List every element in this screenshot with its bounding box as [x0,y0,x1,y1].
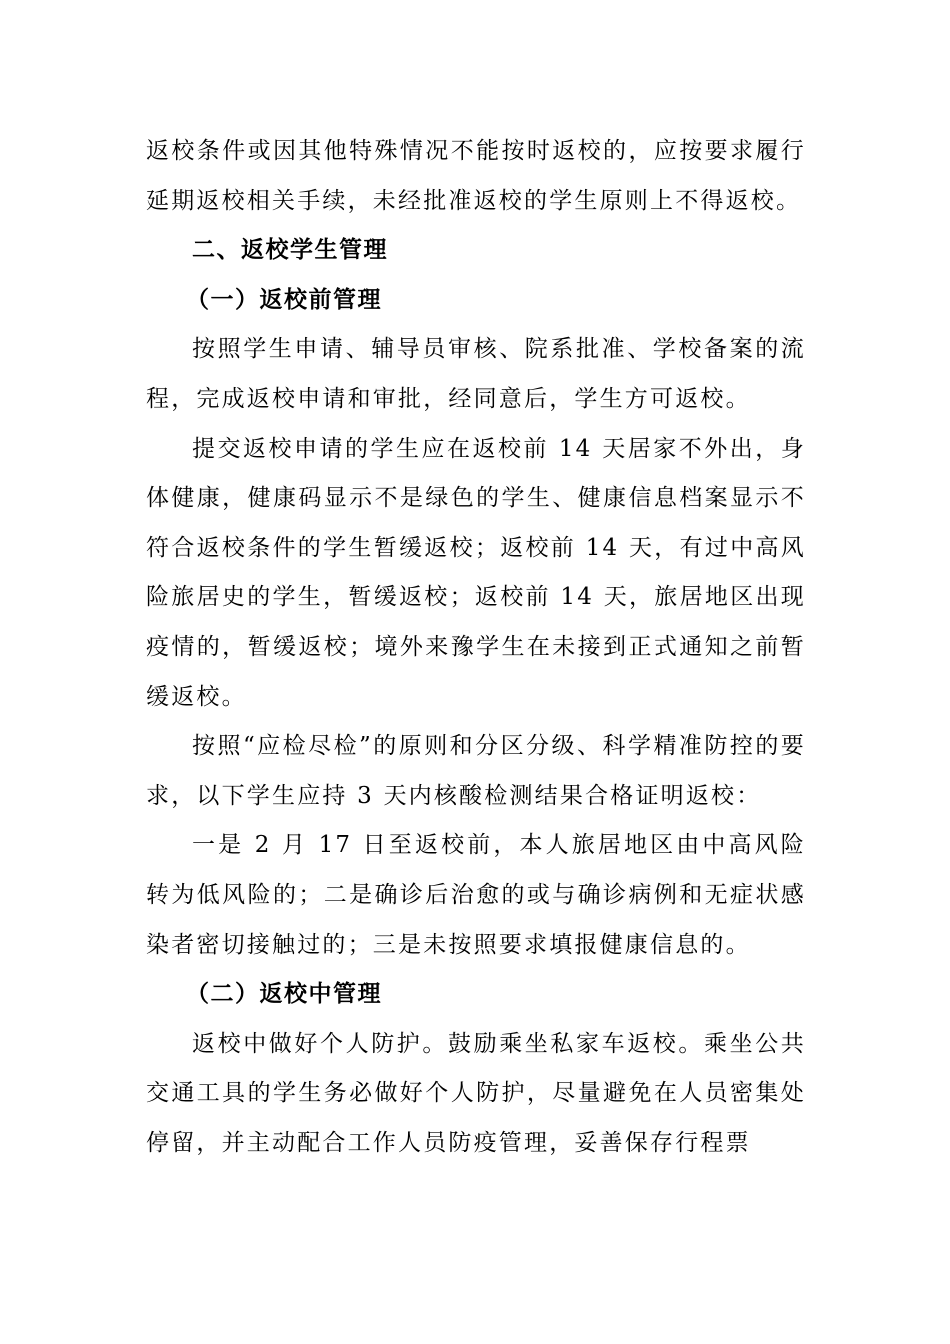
paragraph-testing-cases: 一是 2 月 17 日至返校前，本人旅居地区由中高风险转为低风险的；二是确诊后治愈的或与确诊病例和无症状感染者密切接触过的；三是未按照要求填报健康信息的。 [146,832,806,958]
paragraph-personal-protection: 返校中做好个人防护。鼓励乘坐私家车返校。乘坐公共交通工具的学生务必做好个人防护，尽量避免在人员密集处停留，并主动配合工作人员防疫管理，妥善保存行程票 [146,1030,806,1156]
paragraph-application-process: 按照学生申请、辅导员审核、院系批准、学校备案的流程，完成返校申请和审批，经同意后，学生方可返校。 [146,336,806,412]
paragraph-continuation: 返校条件或因其他特殊情况不能按时返校的，应按要求履行延期返校相关手续，未经批准返校的学生原则上不得返校。 [146,138,806,214]
subsection-heading-during-return: （二）返校中管理 [186,981,382,1008]
subsection-heading-before-return: （一）返校前管理 [186,286,382,313]
document-page [146,127,806,1168]
paragraph-testing-requirement: 按照“应检尽检”的原则和分区分级、科学精准防控的要求，以下学生应持 3 天内核酸检测结果合格证明返校： [146,733,806,809]
paragraph-deferral-conditions: 提交返校申请的学生应在返校前 14 天居家不外出，身体健康，健康码显示不是绿色的学生、健康信息档案显示不符合返校条件的学生暂缓返校；返校前 14 天，有过中高风险旅居史的学生，暂缓返校；返校前 14 天，旅居地区出现疫情的，暂缓返校；境外来豫学生在未接到正式通知之前暂缓返校。 [146,435,806,710]
section-heading-return-student-management: 二、返校学生管理 [192,237,388,264]
